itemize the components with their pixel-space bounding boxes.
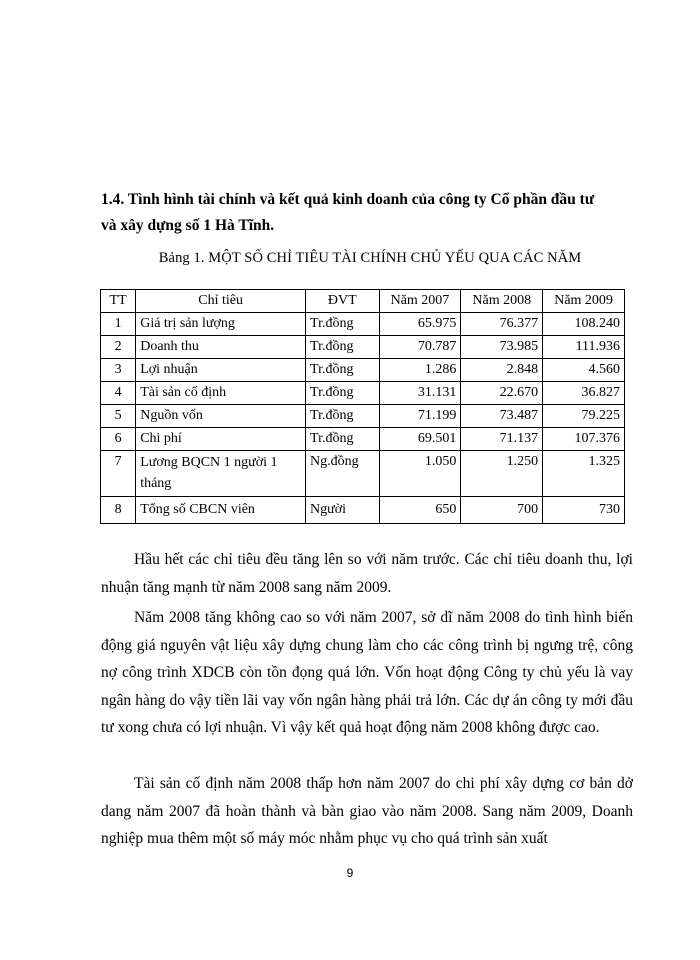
body-paragraph: Hầu hết các chỉ tiêu đều tăng lên so với năm trước. Các chỉ tiêu doanh thu, lợi nhuận tăng mạnh từ năm 2008 sang năm 2009. <box>101 551 633 596</box>
cell-2009: 111.936 <box>543 336 625 359</box>
table-caption: Bảng 1. MỘT SỐ CHỈ TIÊU TÀI CHÍNH CHỦ YẾU QUA CÁC NĂM <box>158 250 582 266</box>
header-indicator: Chỉ tiêu <box>136 290 306 313</box>
cell-tt: 6 <box>101 428 136 451</box>
cell-2008: 71.137 <box>461 428 543 451</box>
cell-2007: 650 <box>379 497 461 524</box>
body-paragraph: Năm 2008 tăng không cao so với năm 2007, sở dĩ năm 2008 do tình hình biến động giá nguyên vật liệu xây dựng chung làm cho các công trình bị ngưng trệ, công nợ công trình XDCB còn tồn đọng quá lớn. Vốn hoạt động Công ty chủ yếu là vay ngân hàng do vậy tiền lãi vay vốn ngân hàng phải trả lớn. Các dự án công ty mới đầu tư xong chưa có lợi nhuận. Vì vậy kết quả hoạt động năm 2008 không được cao. <box>101 609 633 736</box>
table-header-row <box>101 290 625 313</box>
table-row <box>101 497 625 524</box>
cell-2008: 73.985 <box>461 336 543 359</box>
cell-2008: 76.377 <box>461 313 543 336</box>
cell-2009: 36.827 <box>543 382 625 405</box>
cell-unit: Tr.đồng <box>306 313 380 336</box>
cell-2008: 700 <box>461 497 543 524</box>
cell-2009: 4.560 <box>543 359 625 382</box>
cell-2008: 73.487 <box>461 405 543 428</box>
cell-indicator: Giá trị sản lượng <box>136 313 306 336</box>
cell-indicator: Chi phí <box>136 428 306 451</box>
header-2008: Năm 2008 <box>461 290 543 313</box>
table-row <box>101 451 625 497</box>
cell-unit: Tr.đồng <box>306 382 380 405</box>
cell-2008: 1.250 <box>461 451 543 497</box>
cell-unit: Tr.đồng <box>306 428 380 451</box>
cell-tt: 4 <box>101 382 136 405</box>
cell-indicator: Lương BQCN 1 người 1 tháng <box>136 451 306 497</box>
cell-2007: 1.050 <box>379 451 461 497</box>
body-paragraph: Tài sản cố định năm 2008 thấp hơn năm 2007 do chi phí xây dựng cơ bản dở dang năm 2007 đã hoàn thành và bàn giao vào năm 2008. Sang năm 2009, Doanh nghiệp mua thêm một số máy móc nhằm phục vụ cho quá trình sản xuất <box>101 775 633 847</box>
section-heading-line-1: 1.4. Tình hình tài chính và kết quả kinh doanh của công ty Cổ phần đầu tư <box>101 191 595 208</box>
cell-2009: 107.376 <box>543 428 625 451</box>
cell-tt: 5 <box>101 405 136 428</box>
cell-2009: 730 <box>543 497 625 524</box>
financial-indicators-table <box>100 289 625 524</box>
cell-tt: 2 <box>101 336 136 359</box>
cell-tt: 3 <box>101 359 136 382</box>
cell-indicator: Nguồn vốn <box>136 405 306 428</box>
page-number: 9 <box>346 866 354 880</box>
cell-unit: Tr.đồng <box>306 336 380 359</box>
cell-2009: 79.225 <box>543 405 625 428</box>
header-2009: Năm 2009 <box>543 290 625 313</box>
header-unit: ĐVT <box>306 290 380 313</box>
cell-indicator: Lợi nhuận <box>136 359 306 382</box>
cell-2007: 1.286 <box>379 359 461 382</box>
cell-tt: 8 <box>101 497 136 524</box>
table-row <box>101 382 625 405</box>
cell-indicator: Doanh thu <box>136 336 306 359</box>
cell-2009: 1.325 <box>543 451 625 497</box>
cell-2009: 108.240 <box>543 313 625 336</box>
section-heading-line-2: và xây dựng số 1 Hà Tĩnh. <box>101 217 275 234</box>
cell-indicator: Tài sản cố định <box>136 382 306 405</box>
table-row <box>101 336 625 359</box>
cell-2007: 31.131 <box>379 382 461 405</box>
header-tt: TT <box>101 290 136 313</box>
cell-unit: Ng.đồng <box>306 451 380 497</box>
cell-unit: Tr.đồng <box>306 359 380 382</box>
cell-2007: 65.975 <box>379 313 461 336</box>
cell-indicator: Tổng số CBCN viên <box>136 497 306 524</box>
cell-unit: Người <box>306 497 380 524</box>
cell-2008: 22.670 <box>461 382 543 405</box>
cell-2007: 70.787 <box>379 336 461 359</box>
cell-tt: 7 <box>101 451 136 497</box>
cell-tt: 1 <box>101 313 136 336</box>
cell-2008: 2.848 <box>461 359 543 382</box>
cell-unit: Tr.đồng <box>306 405 380 428</box>
table-row <box>101 405 625 428</box>
table-row <box>101 313 625 336</box>
table-row <box>101 359 625 382</box>
table-row <box>101 428 625 451</box>
header-2007: Năm 2007 <box>379 290 461 313</box>
cell-2007: 69.501 <box>379 428 461 451</box>
cell-2007: 71.199 <box>379 405 461 428</box>
